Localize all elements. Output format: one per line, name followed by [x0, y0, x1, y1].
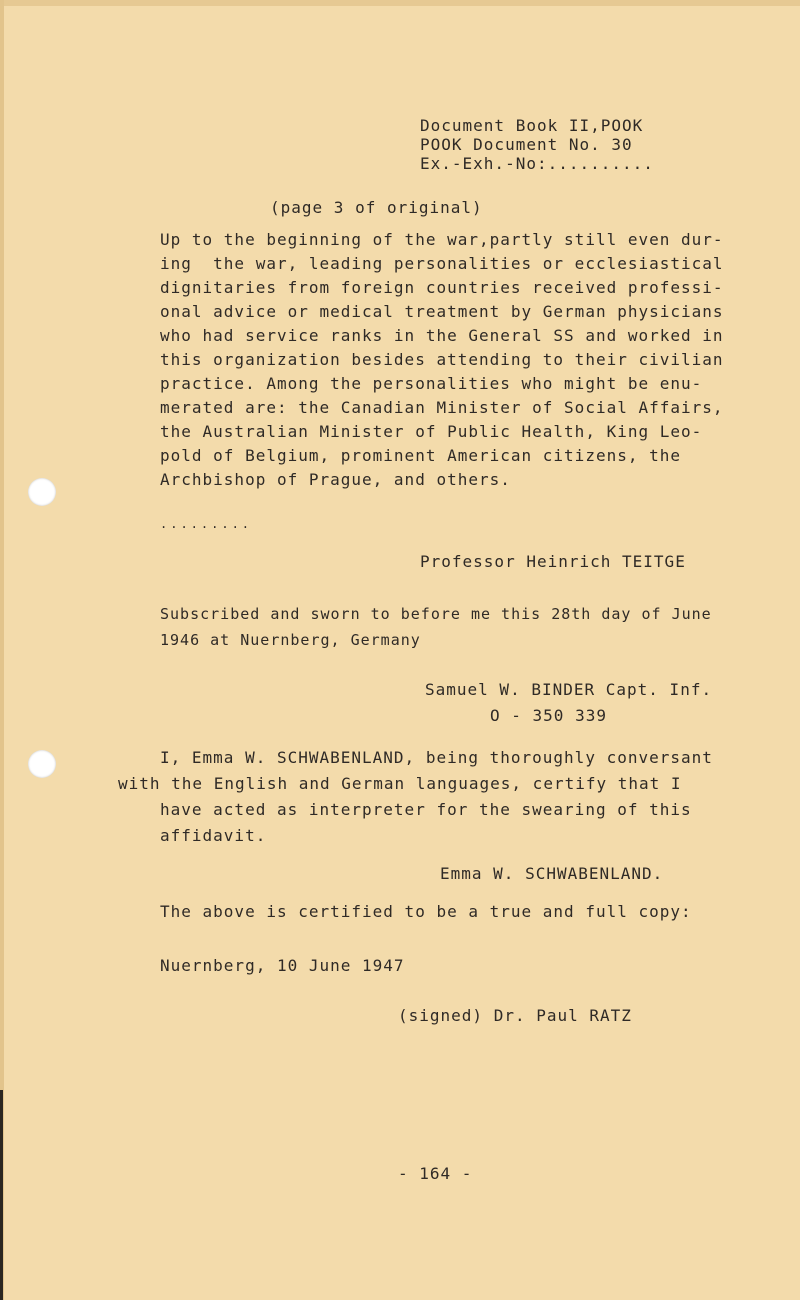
body-line: Up to the beginning of the war,partly still even dur- — [160, 230, 724, 249]
body-line: dignitaries from foreign countries received professi- — [160, 278, 724, 297]
separator-dots: ......... — [160, 517, 253, 531]
interpreter-line: with the English and German languages, certify that I — [118, 774, 682, 793]
body-line: pold of Belgium, prominent American citizens, the — [160, 446, 682, 465]
interpreter-line: have acted as interpreter for the swearing of this — [160, 800, 692, 819]
subscribed-location: 1946 at Nuernberg, Germany — [160, 631, 421, 649]
paper-binding-shadow — [0, 1090, 3, 1300]
page-number: - 164 - — [398, 1164, 473, 1183]
body-line: the Australian Minister of Public Health, King Leo- — [160, 422, 703, 441]
header-exhibit-number: Ex.-Exh.-No:.......... — [420, 154, 654, 173]
signed-by: (signed) Dr. Paul RATZ — [398, 1006, 632, 1025]
officer-serial: O - 350 339 — [490, 706, 607, 725]
paper-top-edge — [0, 0, 800, 6]
body-line: practice. Among the personalities who might be enu- — [160, 374, 703, 393]
place-and-date: Nuernberg, 10 June 1947 — [160, 956, 405, 975]
page-original-note: (page 3 of original) — [270, 198, 483, 217]
body-line: this organization besides attending to their civilian — [160, 350, 724, 369]
body-line: ing the war, leading personalities or ecclesiastical — [160, 254, 724, 273]
punch-hole-lower — [28, 750, 56, 778]
interpreter-signature: Emma W. SCHWABENLAND. — [440, 864, 664, 883]
certification-statement: The above is certified to be a true and full copy: — [160, 902, 692, 921]
body-line: merated are: the Canadian Minister of Social Affairs, — [160, 398, 724, 417]
affiant-signature: Professor Heinrich TEITGE — [420, 552, 686, 571]
interpreter-line: I, Emma W. SCHWABENLAND, being thoroughly conversant — [160, 748, 713, 767]
interpreter-line: affidavit. — [160, 826, 267, 845]
header-document-number: POOK Document No. 30 — [420, 135, 633, 154]
header-document-book: Document Book II,POOK — [420, 116, 644, 135]
punch-hole-upper — [28, 478, 56, 506]
body-line: onal advice or medical treatment by German physicians — [160, 302, 724, 321]
body-line: who had service ranks in the General SS and worked in — [160, 326, 724, 345]
subscribed-line: Subscribed and sworn to before me this 28th day of June — [160, 605, 712, 623]
officer-signature: Samuel W. BINDER Capt. Inf. — [425, 680, 713, 699]
body-line: Archbishop of Prague, and others. — [160, 470, 511, 489]
